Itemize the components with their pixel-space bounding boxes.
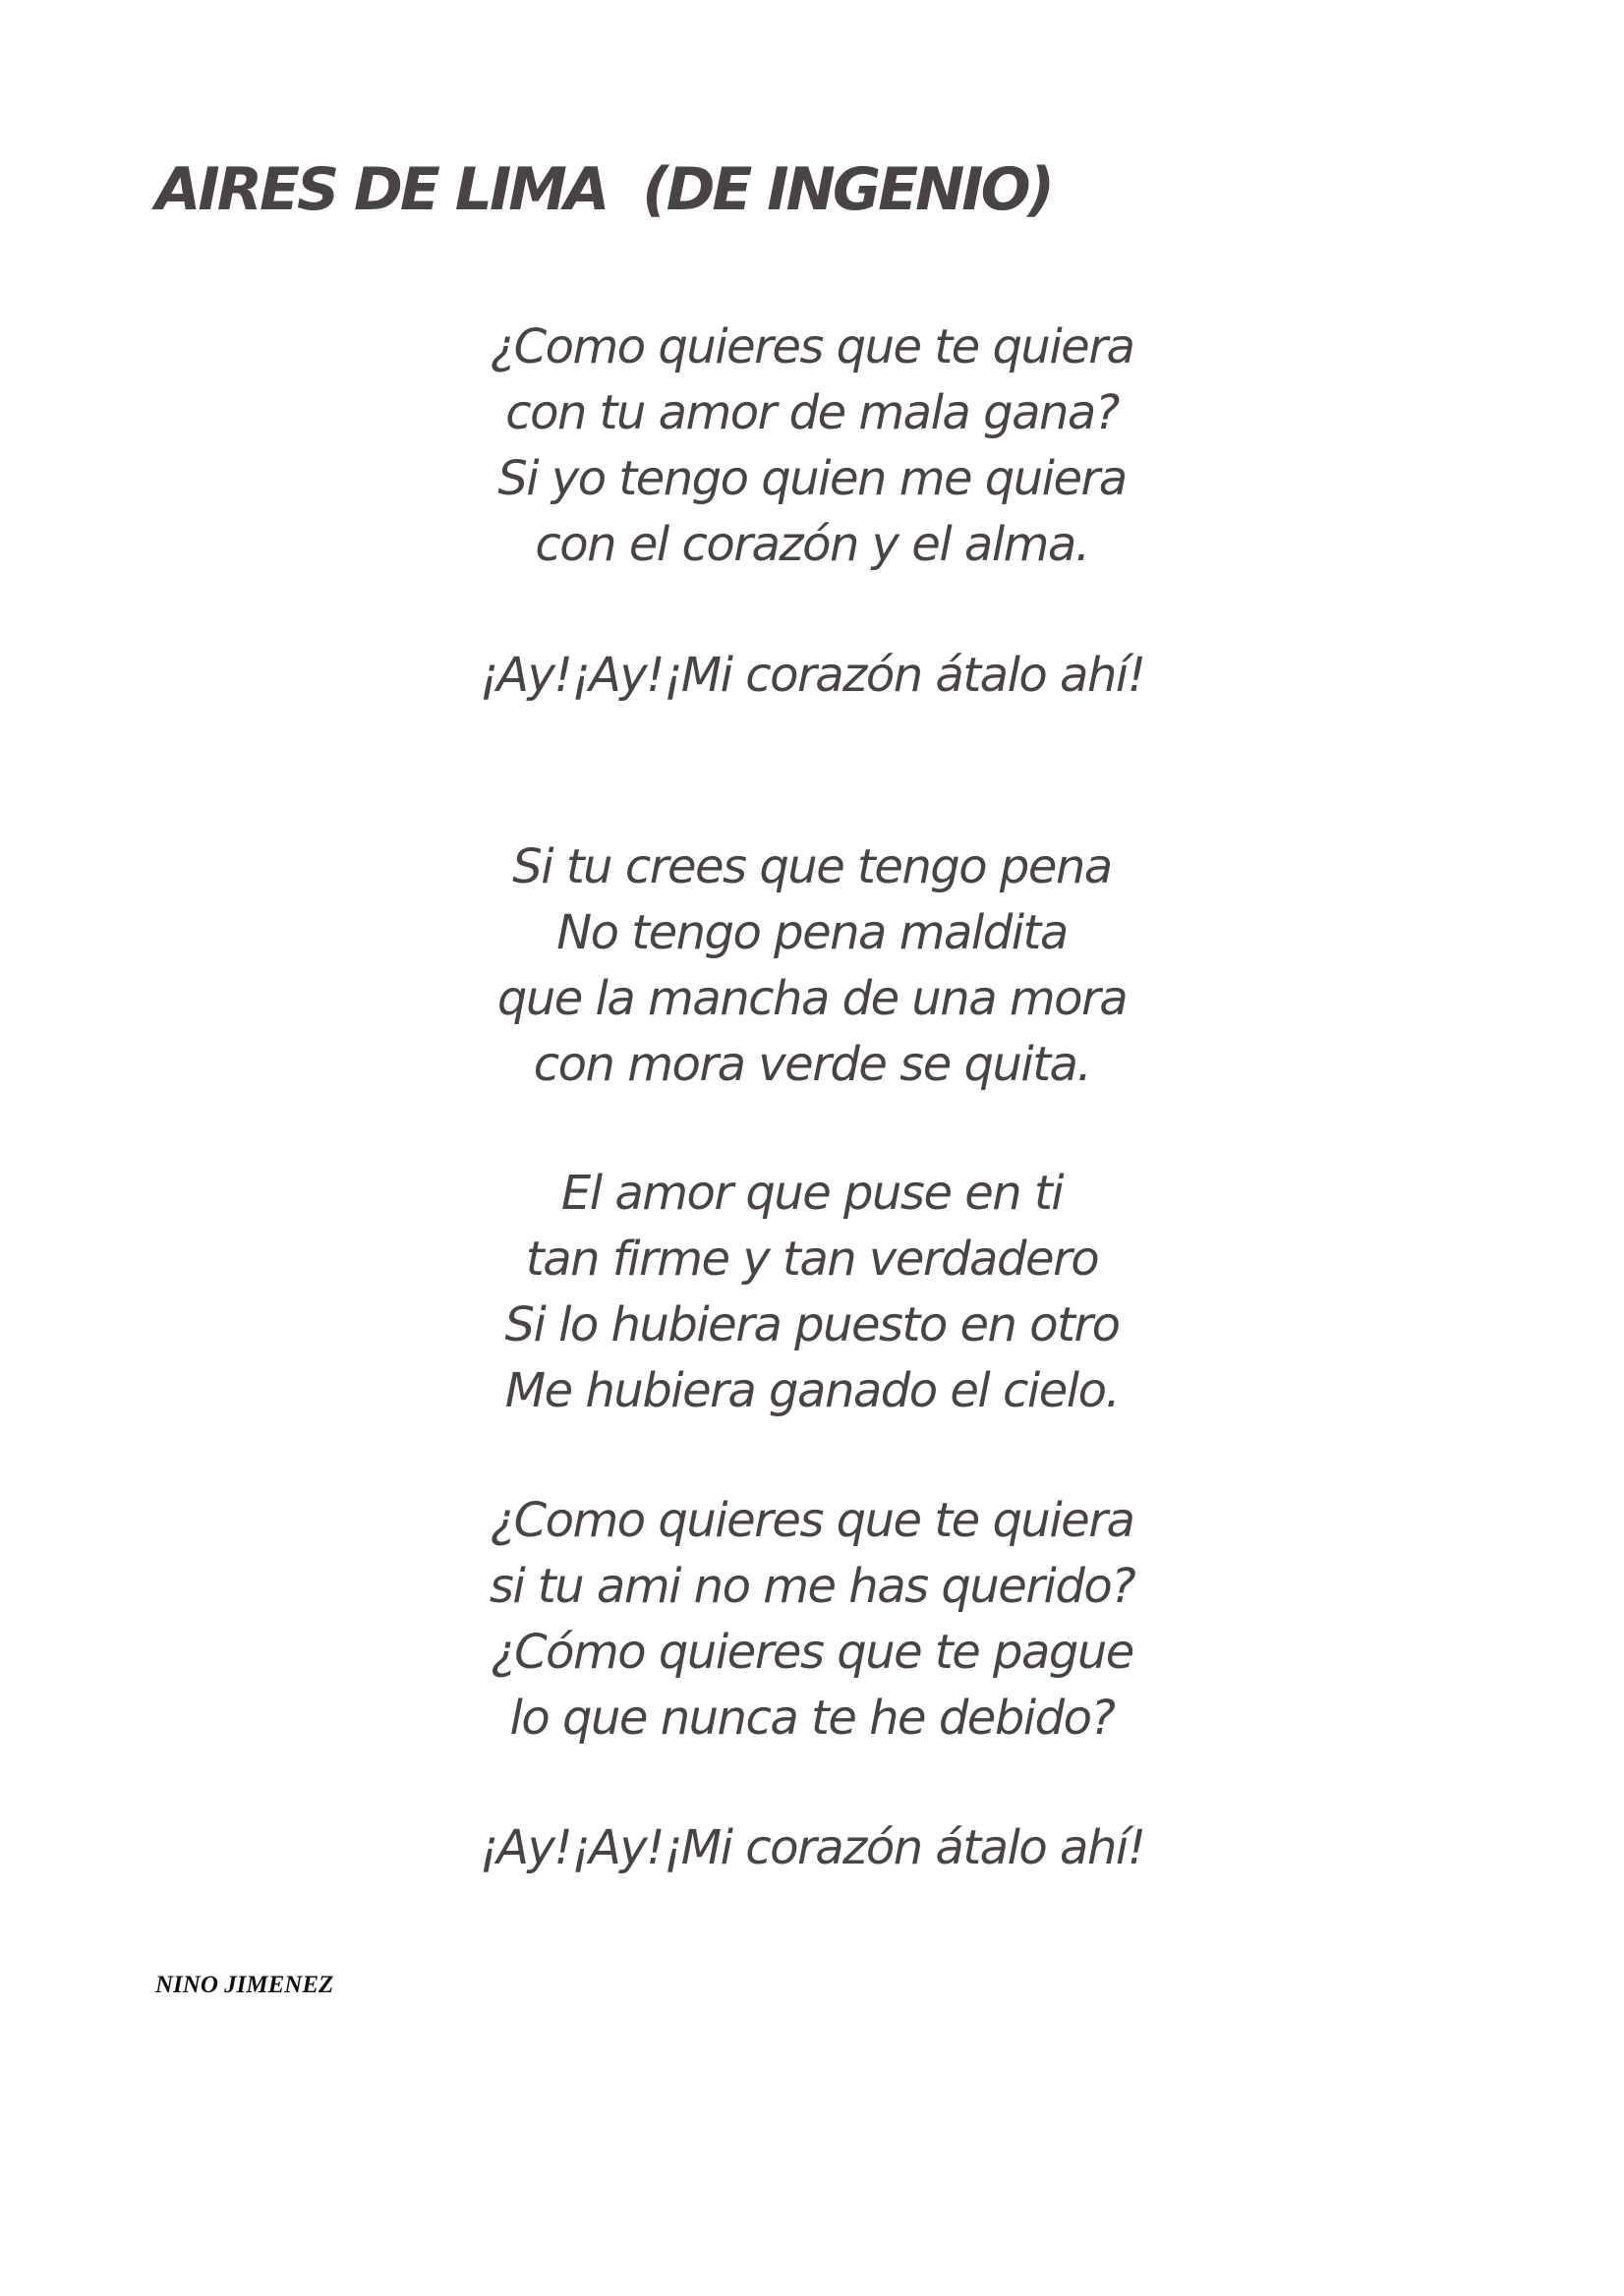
verse-line: con mora verde se quita. bbox=[533, 1037, 1091, 1092]
verse-line: lo que nunca te he debido? bbox=[509, 1691, 1115, 1746]
verse-line: con tu amor de mala gana? bbox=[505, 385, 1119, 440]
stanza-4 bbox=[320, 1488, 1304, 1751]
verse-line: si tu ami no me has querido? bbox=[489, 1559, 1135, 1614]
verse-line: Si tu crees que tengo pena bbox=[512, 839, 1112, 894]
verse-line: tan firme y tan verdadero bbox=[525, 1232, 1099, 1287]
verse-line: No tengo pena maldita bbox=[556, 905, 1068, 960]
refrain-2 bbox=[320, 1815, 1304, 1881]
verse-line: ¿Como quieres que te quiera bbox=[490, 319, 1134, 374]
verse-line: ¿Como quieres que te quiera bbox=[490, 1493, 1134, 1548]
stanza-1 bbox=[320, 315, 1304, 578]
stanza-2 bbox=[320, 834, 1304, 1098]
verse-line: con el corazón y el alma. bbox=[535, 517, 1089, 572]
verse-line: Me hubiera ganado el cielo. bbox=[504, 1363, 1120, 1418]
verse-line: Si lo hubiera puesto en otro bbox=[504, 1297, 1120, 1352]
stanza-3 bbox=[320, 1161, 1304, 1424]
refrain-1 bbox=[320, 643, 1304, 709]
verse-line: que la mancha de una mora bbox=[496, 971, 1128, 1026]
author-name: NINO JIMENEZ bbox=[155, 1972, 334, 1998]
verse-line: ¡Ay!¡Ay!¡Mi corazón átalo ahí! bbox=[479, 648, 1145, 703]
verse-line: Si yo tengo quien me quiera bbox=[497, 451, 1127, 506]
verse-line: ¡Ay!¡Ay!¡Mi corazón átalo ahí! bbox=[479, 1820, 1145, 1875]
verse-line: ¿Cómo quieres que te pague bbox=[491, 1625, 1133, 1680]
verse-line: El amor que puse en ti bbox=[560, 1166, 1064, 1221]
poem-title: AIRES DE LIMA (DE INGENIO) bbox=[155, 155, 1053, 224]
